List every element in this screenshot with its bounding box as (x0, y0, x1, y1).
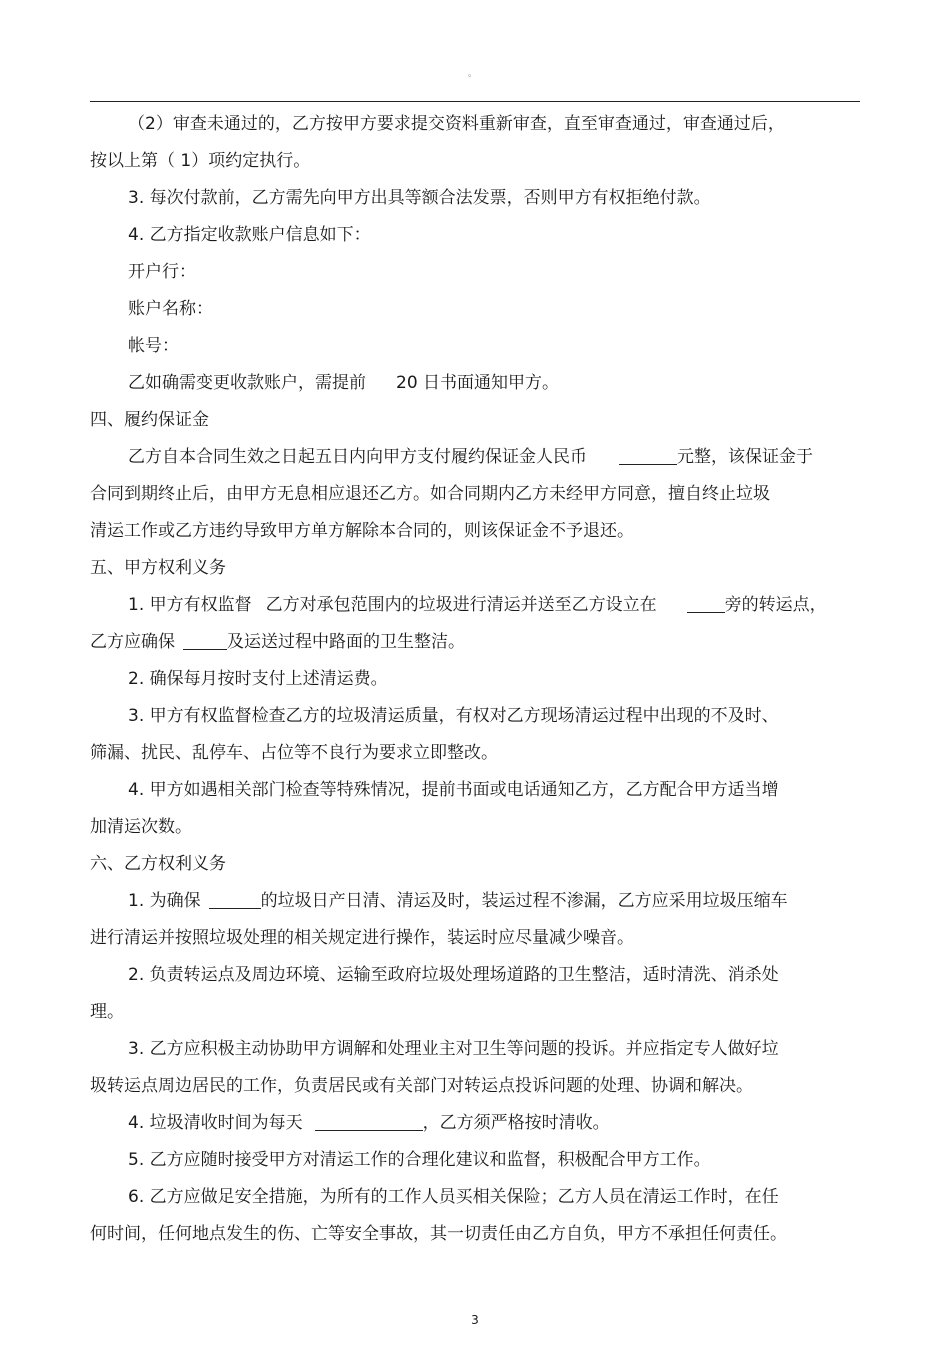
fill-blank (619, 446, 677, 465)
header-mark: 。 (468, 69, 478, 79)
fill-blank (209, 890, 261, 909)
account-number-label: 帐号： (128, 336, 179, 356)
paragraph-line: 进行清运并按照垃圾处理的相关规定进行操作，装运时应尽量减少噪音。 (90, 928, 634, 948)
section-heading: 六、乙方权利义务 (90, 854, 226, 874)
paragraph-line: 2. 负责转运点及周边环境、运输至政府垃圾处理场道路的卫生整洁，适时清洗、消杀处 (128, 965, 779, 985)
paragraph-line: 何时间，任何地点发生的伤、亡等安全事故，其一切责任由乙方自负，甲方不承担任何责任。 (90, 1224, 787, 1244)
paragraph-line: 合同到期终止后，由甲方无息相应退还乙方。如合同期内乙方未经甲方同意，擅自终止垃圾 (90, 484, 770, 504)
fill-blank (687, 594, 725, 613)
paragraph-line: 4. 甲方如遇相关部门检查等特殊情况，提前书面或电话通知乙方，乙方配合甲方适当增 (128, 780, 779, 800)
paragraph-line: 4. 垃圾清收时间为每天 ，乙方须严格按时清收。 (128, 1113, 610, 1133)
header-rule (90, 101, 860, 102)
paragraph-line: 5. 乙方应随时接受甲方对清运工作的合理化建议和监督，积极配合甲方工作。 (128, 1150, 711, 1170)
paragraph-line: 4. 乙方指定收款账户信息如下： (128, 225, 371, 245)
bank-name-label: 开户行： (128, 262, 196, 282)
fill-blank (315, 1112, 423, 1131)
section-heading: 五、甲方权利义务 (90, 558, 226, 578)
fill-blank (183, 631, 227, 650)
page-number: 3 (471, 1313, 479, 1327)
account-name-label: 账户名称： (128, 299, 213, 319)
paragraph-line: 1. 甲方有权监督 乙方对承包范围内的垃圾进行清运并送至乙方设立在 旁的转运点， (128, 595, 827, 615)
paragraph-line: 3. 乙方应积极主动协助甲方调解和处理业主对卫生等问题的投诉。并应指定专人做好垃 (128, 1039, 779, 1059)
paragraph-line: 乙方自本合同生效之日起五日内向甲方支付履约保证金人民币 元整，该保证金于 (128, 447, 813, 467)
paragraph-line: 6. 乙方应做足安全措施，为所有的工作人员买相关保险；乙方人员在清运工作时，在任 (128, 1187, 779, 1207)
paragraph-line: 乙如确需变更收款账户，需提前 20 日书面通知甲方。 (128, 373, 560, 393)
document-body (90, 106, 860, 1253)
paragraph-line: 3. 每次付款前，乙方需先向甲方出具等额合法发票，否则甲方有权拒绝付款。 (128, 188, 711, 208)
paragraph-line: 按以上第（ 1）项约定执行。 (90, 151, 311, 171)
paragraph-line: 1. 为确保 的垃圾日产日清、清运及时，装运过程不渗漏，乙方应采用垃圾压缩车 (128, 891, 788, 911)
paragraph-line: 2. 确保每月按时支付上述清运费。 (128, 669, 388, 689)
paragraph-line: 圾转运点周边居民的工作，负责居民或有关部门对转运点投诉问题的处理、协调和解决。 (90, 1076, 753, 1096)
section-heading: 四、履约保证金 (90, 410, 209, 430)
paragraph-line: （2）审查未通过的，乙方按甲方要求提交资料重新审查，直至审查通过，审查通过后， (128, 114, 785, 134)
paragraph-line: 3. 甲方有权监督检查乙方的垃圾清运质量，有权对乙方现场清运过程中出现的不及时、 (128, 706, 779, 726)
paragraph-line: 清运工作或乙方违约导致甲方单方解除本合同的，则该保证金不予退还。 (90, 521, 634, 541)
paragraph-line: 筛漏、扰民、乱停车、占位等不良行为要求立即整改。 (90, 743, 498, 763)
paragraph-line: 理。 (90, 1002, 124, 1022)
paragraph-line: 加清运次数。 (90, 817, 192, 837)
paragraph-line: 乙方应确保 及运送过程中路面的卫生整洁。 (90, 632, 465, 652)
